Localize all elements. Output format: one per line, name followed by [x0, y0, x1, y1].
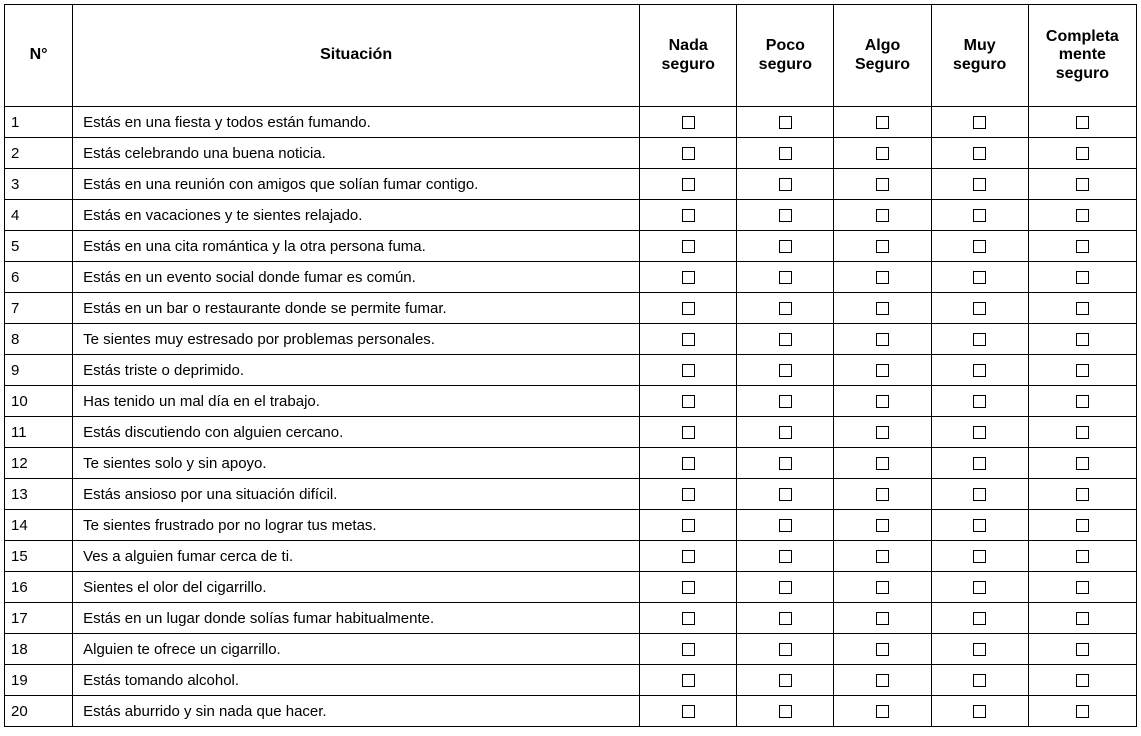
checkbox-icon[interactable]	[682, 674, 695, 687]
checkbox-icon[interactable]	[779, 395, 792, 408]
checkbox-icon[interactable]	[973, 488, 986, 501]
checkbox-icon[interactable]	[779, 488, 792, 501]
checkbox-icon[interactable]	[973, 581, 986, 594]
response-cell-0[interactable]	[640, 107, 737, 138]
response-cell-0[interactable]	[640, 603, 737, 634]
table-row	[5, 138, 1137, 169]
response-cell-3[interactable]	[931, 634, 1028, 665]
checkbox-icon[interactable]	[876, 147, 889, 160]
response-cell-4[interactable]	[1028, 696, 1136, 727]
response-cell-0[interactable]	[640, 510, 737, 541]
response-cell-3[interactable]	[931, 386, 1028, 417]
response-cell-4[interactable]	[1028, 262, 1136, 293]
table-row	[5, 696, 1137, 727]
checkbox-icon[interactable]	[973, 302, 986, 315]
response-cell-3[interactable]	[931, 169, 1028, 200]
row-situation-text: Estás en una cita romántica y la otra persona fuma.	[73, 231, 640, 262]
option-0-line-0: Nada	[668, 37, 708, 55]
checkbox-icon[interactable]	[973, 519, 986, 532]
checkbox-icon[interactable]	[779, 550, 792, 563]
checkbox-icon[interactable]	[876, 488, 889, 501]
row-situation-text: Estás triste o deprimido.	[73, 355, 640, 386]
checkbox-icon[interactable]	[682, 147, 695, 160]
checkbox-icon[interactable]	[1076, 550, 1089, 563]
checkbox-icon[interactable]	[682, 302, 695, 315]
checkbox-icon[interactable]	[682, 271, 695, 284]
response-cell-1[interactable]	[737, 324, 834, 355]
checkbox-icon[interactable]	[876, 333, 889, 346]
column-header-option-2	[834, 5, 931, 107]
checkbox-icon[interactable]	[973, 674, 986, 687]
response-cell-3[interactable]	[931, 603, 1028, 634]
option-3-line-0: Muy	[963, 37, 996, 55]
checkbox-icon[interactable]	[973, 426, 986, 439]
checkbox-icon[interactable]	[682, 364, 695, 377]
row-number: 3	[5, 169, 73, 200]
response-cell-2[interactable]	[834, 169, 931, 200]
table-row	[5, 603, 1137, 634]
checkbox-icon[interactable]	[682, 612, 695, 625]
checkbox-icon[interactable]	[682, 581, 695, 594]
response-cell-0[interactable]	[640, 355, 737, 386]
response-cell-0[interactable]	[640, 572, 737, 603]
row-number: 12	[5, 448, 73, 479]
checkbox-icon[interactable]	[1076, 240, 1089, 253]
checkbox-icon[interactable]	[682, 550, 695, 563]
checkbox-icon[interactable]	[682, 240, 695, 253]
checkbox-icon[interactable]	[779, 643, 792, 656]
response-cell-1[interactable]	[737, 603, 834, 634]
response-cell-4[interactable]	[1028, 355, 1136, 386]
checkbox-icon[interactable]	[779, 457, 792, 470]
table-row	[5, 169, 1137, 200]
checkbox-icon[interactable]	[876, 271, 889, 284]
checkbox-icon[interactable]	[876, 116, 889, 129]
checkbox-icon[interactable]	[682, 488, 695, 501]
response-cell-2[interactable]	[834, 603, 931, 634]
checkbox-icon[interactable]	[779, 364, 792, 377]
response-cell-4[interactable]	[1028, 417, 1136, 448]
checkbox-icon[interactable]	[973, 612, 986, 625]
response-cell-1[interactable]	[737, 572, 834, 603]
checkbox-icon[interactable]	[1076, 643, 1089, 656]
checkbox-icon[interactable]	[876, 550, 889, 563]
option-3-line-1: seguro	[952, 55, 1007, 73]
response-cell-2[interactable]	[834, 572, 931, 603]
response-cell-4[interactable]	[1028, 541, 1136, 572]
checkbox-icon[interactable]	[779, 302, 792, 315]
checkbox-icon[interactable]	[779, 674, 792, 687]
row-situation-text: Estás en un evento social donde fumar es común.	[73, 262, 640, 293]
option-2-line-0: Algo	[864, 37, 901, 55]
table-row	[5, 293, 1137, 324]
response-cell-0[interactable]	[640, 324, 737, 355]
checkbox-icon[interactable]	[973, 333, 986, 346]
table-row	[5, 448, 1137, 479]
response-cell-1[interactable]	[737, 355, 834, 386]
checkbox-icon[interactable]	[876, 457, 889, 470]
response-cell-3[interactable]	[931, 665, 1028, 696]
response-cell-3[interactable]	[931, 355, 1028, 386]
checkbox-icon[interactable]	[682, 209, 695, 222]
table-row	[5, 572, 1137, 603]
table-row	[5, 355, 1137, 386]
response-cell-2[interactable]	[834, 293, 931, 324]
row-situation-text: Estás en una reunión con amigos que solían fumar contigo.	[73, 169, 640, 200]
checkbox-icon[interactable]	[876, 519, 889, 532]
response-cell-3[interactable]	[931, 107, 1028, 138]
column-header-option-4	[1028, 5, 1136, 107]
checkbox-icon[interactable]	[876, 581, 889, 594]
response-cell-3[interactable]	[931, 572, 1028, 603]
checkbox-icon[interactable]	[973, 240, 986, 253]
response-cell-0[interactable]	[640, 696, 737, 727]
response-cell-2[interactable]	[834, 262, 931, 293]
checkbox-icon[interactable]	[682, 395, 695, 408]
response-cell-4[interactable]	[1028, 603, 1136, 634]
checkbox-icon[interactable]	[876, 643, 889, 656]
response-cell-1[interactable]	[737, 107, 834, 138]
checkbox-icon[interactable]	[779, 147, 792, 160]
table-row	[5, 541, 1137, 572]
response-cell-1[interactable]	[737, 479, 834, 510]
checkbox-icon[interactable]	[973, 457, 986, 470]
response-cell-0[interactable]	[640, 479, 737, 510]
row-number: 1	[5, 107, 73, 138]
checkbox-icon[interactable]	[876, 302, 889, 315]
row-situation-text: Te sientes muy estresado por problemas personales.	[73, 324, 640, 355]
table-row	[5, 200, 1137, 231]
checkbox-icon[interactable]	[779, 178, 792, 191]
response-cell-2[interactable]	[834, 665, 931, 696]
checkbox-icon[interactable]	[1076, 147, 1089, 160]
row-situation-text: Estás tomando alcohol.	[73, 665, 640, 696]
row-situation-text: Estás en un lugar donde solías fumar habitualmente.	[73, 603, 640, 634]
checkbox-icon[interactable]	[973, 643, 986, 656]
response-cell-1[interactable]	[737, 448, 834, 479]
checkbox-icon[interactable]	[1076, 395, 1089, 408]
response-cell-4[interactable]	[1028, 293, 1136, 324]
response-cell-2[interactable]	[834, 324, 931, 355]
response-cell-0[interactable]	[640, 665, 737, 696]
row-number: 2	[5, 138, 73, 169]
checkbox-icon[interactable]	[973, 116, 986, 129]
response-cell-3[interactable]	[931, 324, 1028, 355]
row-number: 18	[5, 634, 73, 665]
response-cell-4[interactable]	[1028, 169, 1136, 200]
checkbox-icon[interactable]	[973, 395, 986, 408]
response-cell-1[interactable]	[737, 541, 834, 572]
table-row	[5, 231, 1137, 262]
response-cell-0[interactable]	[640, 169, 737, 200]
response-cell-3[interactable]	[931, 138, 1028, 169]
response-cell-3[interactable]	[931, 696, 1028, 727]
response-cell-1[interactable]	[737, 169, 834, 200]
checkbox-icon[interactable]	[682, 457, 695, 470]
checkbox-icon[interactable]	[682, 178, 695, 191]
checkbox-icon[interactable]	[682, 426, 695, 439]
checkbox-icon[interactable]	[1076, 674, 1089, 687]
response-cell-4[interactable]	[1028, 324, 1136, 355]
response-cell-3[interactable]	[931, 479, 1028, 510]
response-cell-1[interactable]	[737, 262, 834, 293]
response-cell-4[interactable]	[1028, 386, 1136, 417]
response-cell-0[interactable]	[640, 417, 737, 448]
response-cell-3[interactable]	[931, 510, 1028, 541]
checkbox-icon[interactable]	[779, 209, 792, 222]
checkbox-icon[interactable]	[779, 116, 792, 129]
row-number: 6	[5, 262, 73, 293]
checkbox-icon[interactable]	[682, 116, 695, 129]
table-row	[5, 324, 1137, 355]
checkbox-icon[interactable]	[973, 209, 986, 222]
checkbox-icon[interactable]	[779, 519, 792, 532]
checkbox-icon[interactable]	[1076, 488, 1089, 501]
row-situation-text: Estás en vacaciones y te sientes relajado.	[73, 200, 640, 231]
response-cell-2[interactable]	[834, 138, 931, 169]
table-body	[5, 107, 1137, 727]
option-1-line-1: seguro	[758, 55, 813, 73]
response-cell-1[interactable]	[737, 138, 834, 169]
row-number: 11	[5, 417, 73, 448]
response-cell-1[interactable]	[737, 634, 834, 665]
response-cell-2[interactable]	[834, 386, 931, 417]
response-cell-0[interactable]	[640, 386, 737, 417]
checkbox-icon[interactable]	[1076, 457, 1089, 470]
response-cell-2[interactable]	[834, 541, 931, 572]
row-situation-text: Has tenido un mal día en el trabajo.	[73, 386, 640, 417]
row-number: 15	[5, 541, 73, 572]
table-row	[5, 634, 1137, 665]
option-1-line-0: Poco	[765, 37, 805, 55]
checkbox-icon[interactable]	[682, 519, 695, 532]
row-situation-text: Sientes el olor del cigarrillo.	[73, 572, 640, 603]
row-situation-text: Te sientes frustrado por no lograr tus metas.	[73, 510, 640, 541]
checkbox-icon[interactable]	[1076, 271, 1089, 284]
row-number: 7	[5, 293, 73, 324]
checkbox-icon[interactable]	[876, 364, 889, 377]
row-situation-text: Estás aburrido y sin nada que hacer.	[73, 696, 640, 727]
row-number: 17	[5, 603, 73, 634]
response-cell-1[interactable]	[737, 293, 834, 324]
row-situation-text: Estás discutiendo con alguien cercano.	[73, 417, 640, 448]
response-cell-1[interactable]	[737, 510, 834, 541]
response-cell-3[interactable]	[931, 448, 1028, 479]
column-header-option-3	[931, 5, 1028, 107]
table-row	[5, 665, 1137, 696]
checkbox-icon[interactable]	[973, 550, 986, 563]
checkbox-icon[interactable]	[779, 333, 792, 346]
checkbox-icon[interactable]	[876, 209, 889, 222]
checkbox-icon[interactable]	[876, 674, 889, 687]
row-situation-text: Estás ansioso por una situación difícil.	[73, 479, 640, 510]
response-cell-2[interactable]	[834, 510, 931, 541]
response-cell-3[interactable]	[931, 231, 1028, 262]
response-cell-3[interactable]	[931, 200, 1028, 231]
column-header-option-0	[640, 5, 737, 107]
column-header-number: N°	[5, 5, 73, 107]
table-row	[5, 417, 1137, 448]
row-situation-text: Ves a alguien fumar cerca de ti.	[73, 541, 640, 572]
option-4-line-2: seguro	[1055, 64, 1110, 82]
checkbox-icon[interactable]	[876, 426, 889, 439]
row-number: 19	[5, 665, 73, 696]
response-cell-4[interactable]	[1028, 572, 1136, 603]
checkbox-icon[interactable]	[779, 705, 792, 718]
response-cell-4[interactable]	[1028, 634, 1136, 665]
table-row	[5, 386, 1137, 417]
response-cell-2[interactable]	[834, 696, 931, 727]
response-cell-4[interactable]	[1028, 107, 1136, 138]
response-cell-1[interactable]	[737, 200, 834, 231]
response-cell-0[interactable]	[640, 541, 737, 572]
row-number: 9	[5, 355, 73, 386]
checkbox-icon[interactable]	[973, 178, 986, 191]
table-header	[5, 5, 1137, 107]
response-cell-4[interactable]	[1028, 200, 1136, 231]
response-cell-2[interactable]	[834, 107, 931, 138]
checkbox-icon[interactable]	[1076, 612, 1089, 625]
row-situation-text: Te sientes solo y sin apoyo.	[73, 448, 640, 479]
option-2-line-1: Seguro	[854, 55, 911, 73]
checkbox-icon[interactable]	[1076, 581, 1089, 594]
response-cell-2[interactable]	[834, 231, 931, 262]
checkbox-icon[interactable]	[876, 240, 889, 253]
row-number: 4	[5, 200, 73, 231]
response-cell-4[interactable]	[1028, 448, 1136, 479]
checkbox-icon[interactable]	[779, 271, 792, 284]
table-row	[5, 510, 1137, 541]
row-number: 5	[5, 231, 73, 262]
response-cell-3[interactable]	[931, 293, 1028, 324]
response-cell-2[interactable]	[834, 448, 931, 479]
response-cell-1[interactable]	[737, 417, 834, 448]
response-cell-2[interactable]	[834, 417, 931, 448]
checkbox-icon[interactable]	[973, 364, 986, 377]
column-header-situation: Situación	[73, 5, 640, 107]
row-number: 13	[5, 479, 73, 510]
table-row	[5, 262, 1137, 293]
checkbox-icon[interactable]	[876, 612, 889, 625]
option-4-line-1: mente	[1058, 46, 1106, 64]
response-cell-3[interactable]	[931, 262, 1028, 293]
response-cell-0[interactable]	[640, 448, 737, 479]
checkbox-icon[interactable]	[876, 705, 889, 718]
table-row	[5, 107, 1137, 138]
checkbox-icon[interactable]	[779, 240, 792, 253]
checkbox-icon[interactable]	[779, 426, 792, 439]
row-situation-text: Estás celebrando una buena noticia.	[73, 138, 640, 169]
checkbox-icon[interactable]	[1076, 116, 1089, 129]
response-cell-4[interactable]	[1028, 231, 1136, 262]
checkbox-icon[interactable]	[973, 147, 986, 160]
response-cell-0[interactable]	[640, 293, 737, 324]
row-number: 20	[5, 696, 73, 727]
response-cell-4[interactable]	[1028, 138, 1136, 169]
checkbox-icon[interactable]	[973, 705, 986, 718]
checkbox-icon[interactable]	[682, 333, 695, 346]
checkbox-icon[interactable]	[1076, 302, 1089, 315]
checkbox-icon[interactable]	[1076, 426, 1089, 439]
response-cell-4[interactable]	[1028, 665, 1136, 696]
row-situation-text: Estás en una fiesta y todos están fumando.	[73, 107, 640, 138]
response-cell-2[interactable]	[834, 634, 931, 665]
checkbox-icon[interactable]	[876, 395, 889, 408]
response-cell-4[interactable]	[1028, 510, 1136, 541]
response-cell-3[interactable]	[931, 417, 1028, 448]
self-efficacy-questionnaire-table	[4, 4, 1137, 727]
table-row	[5, 479, 1137, 510]
checkbox-icon[interactable]	[1076, 705, 1089, 718]
checkbox-icon[interactable]	[1076, 519, 1089, 532]
checkbox-icon[interactable]	[682, 643, 695, 656]
response-cell-0[interactable]	[640, 634, 737, 665]
row-number: 14	[5, 510, 73, 541]
row-situation-text: Alguien te ofrece un cigarrillo.	[73, 634, 640, 665]
response-cell-0[interactable]	[640, 200, 737, 231]
header-row	[5, 5, 1137, 107]
response-cell-4[interactable]	[1028, 479, 1136, 510]
checkbox-icon[interactable]	[1076, 364, 1089, 377]
response-cell-2[interactable]	[834, 479, 931, 510]
row-number: 16	[5, 572, 73, 603]
response-cell-1[interactable]	[737, 696, 834, 727]
response-cell-3[interactable]	[931, 541, 1028, 572]
column-header-option-1	[737, 5, 834, 107]
response-cell-0[interactable]	[640, 262, 737, 293]
row-situation-text: Estás en un bar o restaurante donde se permite fumar.	[73, 293, 640, 324]
response-cell-0[interactable]	[640, 231, 737, 262]
response-cell-1[interactable]	[737, 386, 834, 417]
response-cell-2[interactable]	[834, 200, 931, 231]
response-cell-1[interactable]	[737, 665, 834, 696]
response-cell-2[interactable]	[834, 355, 931, 386]
row-number: 8	[5, 324, 73, 355]
checkbox-icon[interactable]	[682, 705, 695, 718]
checkbox-icon[interactable]	[973, 271, 986, 284]
checkbox-icon[interactable]	[1076, 333, 1089, 346]
option-4-line-0: Completa	[1045, 27, 1119, 45]
option-0-line-1: seguro	[661, 55, 715, 73]
checkbox-icon[interactable]	[1076, 209, 1089, 222]
checkbox-icon[interactable]	[779, 612, 792, 625]
response-cell-1[interactable]	[737, 231, 834, 262]
response-cell-0[interactable]	[640, 138, 737, 169]
row-number: 10	[5, 386, 73, 417]
checkbox-icon[interactable]	[1076, 178, 1089, 191]
checkbox-icon[interactable]	[876, 178, 889, 191]
checkbox-icon[interactable]	[779, 581, 792, 594]
